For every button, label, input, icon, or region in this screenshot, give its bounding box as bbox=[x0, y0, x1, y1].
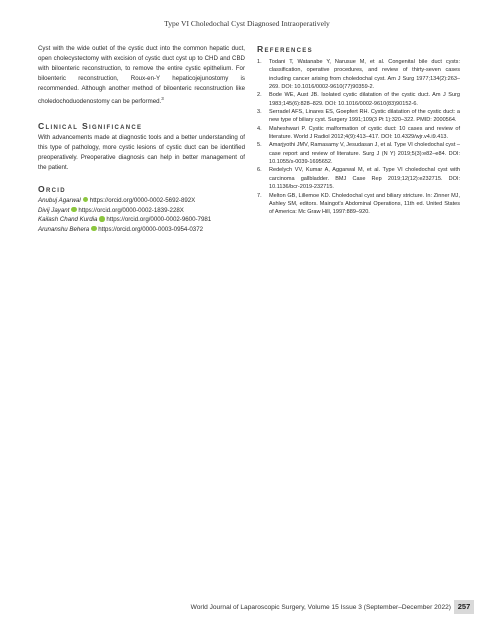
reference-text: Serradel AFS, Linares ES, Goepfert RH. Cystic dilatation of the cystic duct: a new type of biliary cyst. Surgery 1991;109(3 Pt 1):320–322. PMID: 2000564. bbox=[269, 109, 460, 124]
orcid-icon bbox=[99, 216, 105, 222]
left-column bbox=[38, 44, 245, 234]
orcid-icon bbox=[83, 197, 89, 203]
author-name: Kailash Chand Kurdia bbox=[38, 216, 98, 224]
clinical-significance-text: With advancements made at diagnostic tools and a better understanding of this type of pathology, more cystic lesions of cystic duct can be identified preoperatively. Preoperative diagnosis can help in better management of the patient. bbox=[38, 133, 245, 171]
intro-citation[interactable]: 3 bbox=[161, 96, 164, 102]
reference-text: Redelych VV, Kumar A, Aggarwal M, et al. Type VI choledochal cyst with carcinoma gallbladder. BMJ Case Rep 2019;12(12):e232715. DOI: 10.1136/bcr-2019-232715. bbox=[269, 167, 460, 191]
orcid-link[interactable]: https://orcid.org/0000-0002-1839-228X bbox=[78, 206, 184, 214]
reference-number: 3. bbox=[257, 109, 262, 116]
reference-item bbox=[257, 141, 460, 166]
reference-item bbox=[257, 108, 460, 125]
author-name: Divij Jayant bbox=[38, 206, 70, 214]
orcid-heading: Orcid bbox=[38, 183, 66, 194]
orcid-entry bbox=[38, 215, 245, 225]
orcid-link[interactable]: https://orcid.org/0000-0002-5692-892X bbox=[89, 196, 196, 204]
reference-text: Melton GB, Lillemoe KD. Choledochal cyst and biliary stricture. In: Zinner MJ, Ashley SM, editors. Maingot's Abdominal Operations, 11th ed. United States of America: Mc Graw Hill, 1997:889–920. bbox=[269, 192, 460, 216]
orcid-entry bbox=[38, 225, 245, 235]
reference-item bbox=[257, 125, 460, 142]
references-heading: References bbox=[257, 44, 313, 54]
page-number: 257 bbox=[454, 600, 474, 614]
reference-item bbox=[257, 91, 460, 108]
reference-number: 1. bbox=[257, 59, 262, 65]
reference-number: 5. bbox=[257, 142, 262, 149]
reference-text: Bode WE, Aust JB. Isolated cystic dilatation of the cystic duct. Am J Surg 1983;145(6):828–829. DOI: 10.1016/0002-9610(83)90152-6. bbox=[269, 92, 460, 107]
orcid-icon bbox=[71, 207, 77, 213]
reference-item bbox=[257, 166, 460, 191]
orcid-icon bbox=[91, 226, 97, 232]
reference-item bbox=[257, 58, 460, 91]
intro-paragraph-text: Cyst with the wide outlet of the cystic duct into the common hepatic duct, open cholecystectomy with excision of cystic duct cyst up to CHD and CBD with biloenteric reconstruction, to remove the entire cystic epithelium. For biloenteric reconstruction, Roux-en-Y hepaticojejunostomy is recommended. Although another method of biloenteric reconstruction like choledochoduodenostomy can be performed. bbox=[38, 45, 245, 106]
orcid-link[interactable]: https://orcid.org/0000-0003-0954-0372 bbox=[98, 225, 204, 233]
reference-item bbox=[257, 192, 460, 217]
reference-number: 7. bbox=[257, 192, 262, 199]
reference-text: Todani T, Watanabe Y, Narusue M, et al. Congenital bile duct cysts: classification, operative procedures, and review of thirty-seven cases including cancer arising from choledochal cyst. Am J Surg 1977;134(2):263–269. DOI: 10.1016/0002-9610(77)90359-2. bbox=[269, 59, 460, 91]
intro-paragraph bbox=[38, 44, 245, 108]
reference-number: 2. bbox=[257, 92, 262, 99]
orcid-link[interactable]: https://orcid.org/0000-0002-9600-7981 bbox=[106, 216, 212, 224]
reference-text: Maheshwari P. Cystic malformation of cystic duct: 10 cases and review of literature. World J Radiol 2012;4(9):413–417. DOI: 10.4329/wjr.v4.i9.413. bbox=[269, 125, 460, 141]
reference-list bbox=[257, 58, 460, 217]
clinical-significance-section bbox=[38, 121, 245, 173]
clinical-significance-heading: Clinical Significance bbox=[38, 120, 143, 131]
orcid-entry bbox=[38, 206, 245, 216]
reference-number: 4. bbox=[257, 125, 262, 132]
orcid-entry bbox=[38, 196, 245, 206]
reference-number: 6. bbox=[257, 167, 262, 174]
orcid-section bbox=[38, 184, 245, 234]
journal-footer: World Journal of Laparoscopic Surgery, Volume 15 Issue 3 (September–December 2022) bbox=[190, 604, 451, 611]
running-head: Type VI Choledochal Cyst Diagnosed Intraoperatively bbox=[164, 19, 330, 28]
right-column bbox=[257, 44, 460, 217]
reference-text: Amarjyothi JMV, Ramasamy V, Jesudasan J, et al. Type VI choledochal cyst – case report and review of literature. Surg J (N Y) 2019;5(3):e82–e84. DOI: 10.1055/s-0039-1695652. bbox=[269, 142, 460, 166]
author-name: Arunanshu Behera bbox=[38, 225, 90, 233]
author-name: Anubuj Agarwal bbox=[38, 196, 81, 204]
